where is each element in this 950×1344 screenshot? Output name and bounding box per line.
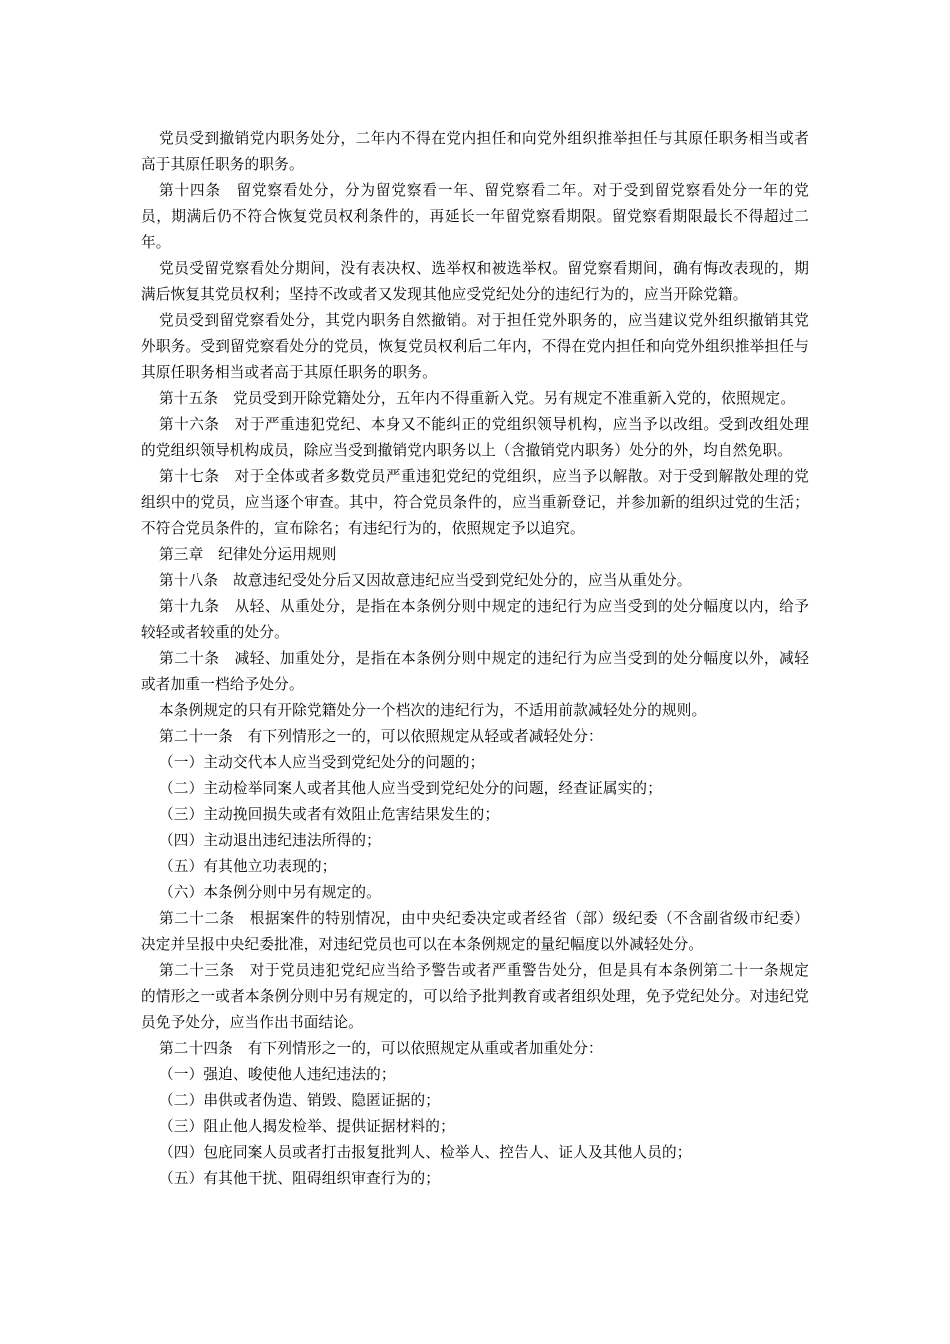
list-item: （三）阻止他人揭发检举、提供证据材料的； (159, 1118, 455, 1135)
list-item: （一）强迫、唆使他人违纪违法的； (159, 1066, 396, 1083)
list-item: （五）有其他立功表现的； (159, 858, 337, 875)
chapter-3-heading: 第三章 纪律处分运用规则 (159, 546, 337, 563)
article-24-paragraph: 第二十四条 有下列情形之一的，可以依照规定从重或者加重处分： (159, 1040, 603, 1057)
list-item: （一）主动交代本人应当受到党纪处分的问题的； (159, 754, 485, 771)
list-item: （二）串供或者伪造、销毁、隐匿证据的； (159, 1092, 441, 1109)
article-14-paragraph: 第十四条 留党察看处分，分为留党察看一年、留党察看二年。对于受到留党察看处分一年的党员，期满后仍不符合恢复党员权利条件的，再延长一年留党察看期限。留党察看期限最长不得超过二年。 (141, 182, 809, 251)
list-item: （四）主动退出违纪违法所得的； (159, 832, 381, 849)
article-23-paragraph: 第二十三条 对于党员违犯党纪应当给予警告或者严重警告处分，但是具有本条例第二十一条规定的情形之一或者本条例分则中另有规定的，可以给予批判教育或者组织处理，免予党纪处分。对违纪党员免予处分，应当作出书面结论。 (141, 962, 809, 1031)
paragraph: 党员受到撤销党内职务处分，二年内不得在党内担任和向党外组织推举担任与其原任职务相当或者高于其原任职务的职务。 (141, 130, 809, 173)
document-body (141, 126, 809, 1192)
list-item: （六）本条例分则中另有规定的。 (159, 884, 381, 901)
article-20-paragraph: 第二十条 减轻、加重处分，是指在本条例分则中规定的违纪行为应当受到的处分幅度以外，减轻或者加重一档给予处分。 (141, 650, 809, 693)
paragraph: 本条例规定的只有开除党籍处分一个档次的违纪行为，不适用前款减轻处分的规则。 (159, 702, 707, 719)
article-22-paragraph: 第二十二条 根据案件的特别情况，由中央纪委决定或者经省（部）级纪委（不含副省级市纪委）决定并呈报中央纪委批准，对违纪党员也可以在本条例规定的量纪幅度以外减轻处分。 (141, 910, 809, 953)
list-item: （四）包庇同案人员或者打击报复批判人、检举人、控告人、证人及其他人员的； (159, 1144, 692, 1161)
list-item: （二）主动检举同案人或者其他人应当受到党纪处分的问题，经查证属实的； (159, 780, 662, 797)
article-18-paragraph: 第十八条 故意违纪受处分后又因故意违纪应当受到党纪处分的，应当从重处分。 (159, 572, 692, 589)
article-16-paragraph: 第十六条 对于严重违犯党纪、本身又不能纠正的党组织领导机构，应当予以改组。受到改组处理的党组织领导机构成员，除应当受到撤销党内职务以上（含撤销党内职务）处分的外，均自然免职。 (141, 416, 809, 459)
list-item: （五）有其他干扰、阻碍组织审查行为的； (159, 1170, 441, 1187)
paragraph: 党员受到留党察看处分，其党内职务自然撤销。对于担任党外职务的，应当建议党外组织撤销其党外职务。受到留党察看处分的党员，恢复党员权利后二年内，不得在党内担任和向党外组织推举担任与其原任职务相当或者高于其原任职务的职务。 (141, 312, 809, 381)
article-15-paragraph: 第十五条 党员受到开除党籍处分，五年内不得重新入党。另有规定不准重新入党的，依照规定。 (159, 390, 796, 407)
paragraph: 党员受留党察看处分期间，没有表决权、选举权和被选举权。留党察看期间，确有悔改表现的，期满后恢复其党员权利；坚持不改或者又发现其他应受党纪处分的违纪行为的，应当开除党籍。 (141, 260, 809, 303)
list-item: （三）主动挽回损失或者有效阻止危害结果发生的； (159, 806, 500, 823)
article-17-paragraph: 第十七条 对于全体或者多数党员严重违犯党纪的党组织，应当予以解散。对于受到解散处理的党组织中的党员，应当逐个审查。其中，符合党员条件的，应当重新登记，并参加新的组织过党的生活；不符合党员条件的，宣布除名；有违纪行为的，依照规定予以追究。 (141, 468, 809, 537)
article-21-paragraph: 第二十一条 有下列情形之一的，可以依照规定从轻或者减轻处分： (159, 728, 603, 745)
article-19-paragraph: 第十九条 从轻、从重处分，是指在本条例分则中规定的违纪行为应当受到的处分幅度以内，给予较轻或者较重的处分。 (141, 598, 809, 641)
